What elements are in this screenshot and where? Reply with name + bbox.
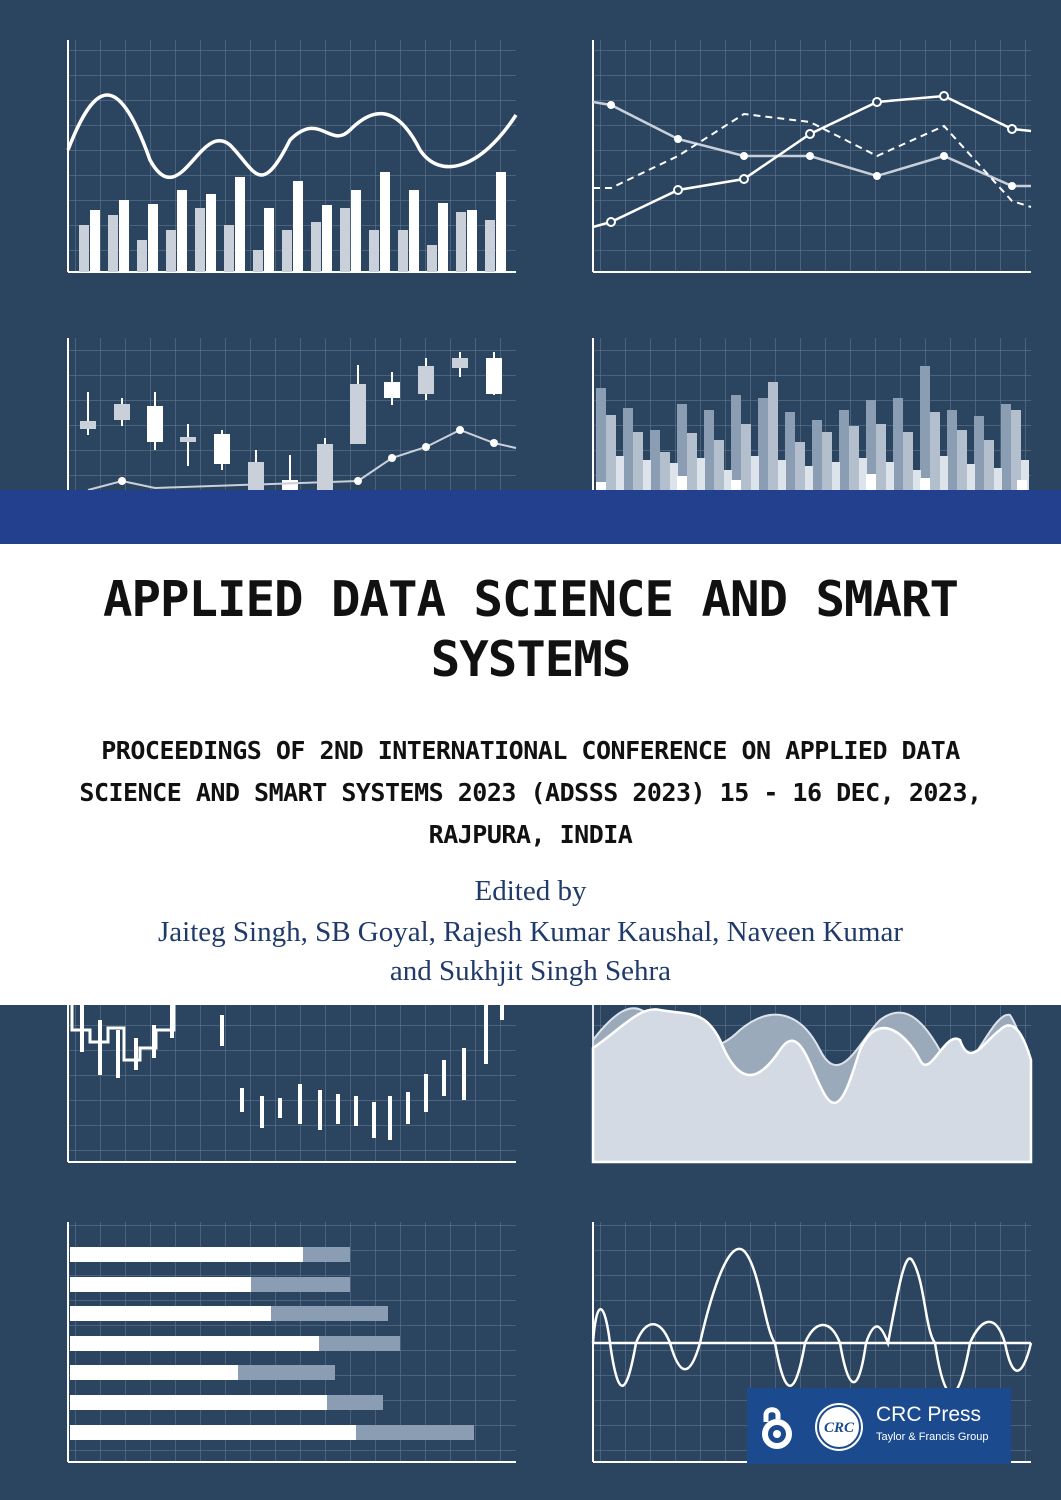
crc-press-logo: [813, 1401, 865, 1453]
crc-logo-text: CRC: [823, 1420, 855, 1436]
title-band-strip: [0, 490, 1061, 544]
decorative-multi-line-chart: [593, 40, 1031, 272]
book-subtitle: PROCEEDINGS OF 2ND INTERNATIONAL CONFERENCE ON APPLIED DATA SCIENCE AND SMART SYSTEMS 2023 (ADSSS 2023) 15 - 16 DEC, 2023, RAJPURA, INDIA: [79, 736, 982, 849]
publisher-tagline: Taylor & Francis Group: [876, 1431, 989, 1443]
book-title: APPLIED DATA SCIENCE AND SMART SYSTEMS: [102, 571, 958, 688]
editor-names-line-2: and Sukhjit Singh Sehra: [389, 955, 672, 987]
decorative-bar-line-chart: [68, 40, 516, 272]
decorative-candlestick-chart: [68, 338, 516, 490]
decorative-grouped-bar-chart: [593, 338, 1031, 490]
decorative-area-chart: [593, 1005, 1031, 1162]
open-access-icon: [757, 1402, 797, 1450]
editor-names-line-1: Jaiteg Singh, SB Goyal, Rajesh Kumar Kaushal, Naveen Kumar: [158, 916, 903, 948]
decorative-range-chart: [68, 1005, 516, 1162]
publisher-name: CRC Press: [876, 1403, 982, 1426]
decorative-horizontal-bar-chart: [68, 1222, 516, 1462]
edited-by-label: Edited by: [474, 875, 587, 907]
